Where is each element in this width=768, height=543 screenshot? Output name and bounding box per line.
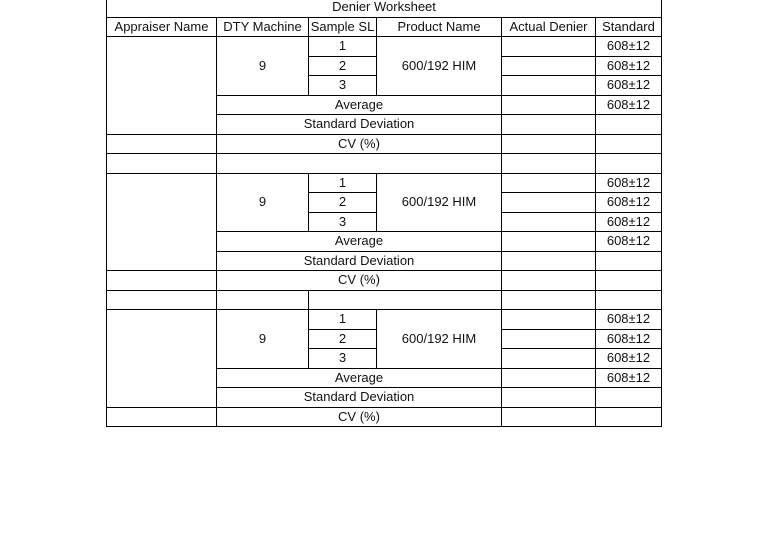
sample-sl-cell: 3 (309, 212, 377, 232)
actual-denier-cell[interactable] (502, 173, 596, 193)
product-name-cell: 600/192 HIM (377, 37, 502, 96)
average-label: Average (217, 95, 502, 115)
sample-row (107, 173, 662, 193)
sample-row (107, 310, 662, 330)
std-dev-standard-cell (596, 388, 662, 408)
spacer-cell (502, 154, 596, 174)
actual-denier-cell[interactable] (502, 56, 596, 76)
header-sample-sl: Sample SL (309, 17, 377, 37)
sample-sl-cell: 2 (309, 193, 377, 213)
std-dev-value-cell[interactable] (502, 251, 596, 271)
dty-machine-cell: 9 (217, 310, 309, 369)
standard-cell: 608±12 (596, 173, 662, 193)
spacer-row (107, 290, 662, 310)
cv-row (107, 271, 662, 291)
cv-label: CV (%) (217, 407, 502, 427)
sample-sl-cell: 2 (309, 56, 377, 76)
denier-worksheet-table (106, 0, 662, 427)
average-standard-cell: 608±12 (596, 95, 662, 115)
sample-sl-cell: 3 (309, 76, 377, 96)
cv-standard-cell (596, 134, 662, 154)
actual-denier-cell[interactable] (502, 349, 596, 369)
average-value-cell[interactable] (502, 232, 596, 252)
average-standard-cell: 608±12 (596, 368, 662, 388)
title-row (107, 0, 662, 17)
average-standard-cell: 608±12 (596, 232, 662, 252)
cv-row (107, 407, 662, 427)
product-name-cell: 600/192 HIM (377, 173, 502, 232)
header-dty-machine: DTY Machine (217, 17, 309, 37)
standard-cell: 608±12 (596, 349, 662, 369)
sample-sl-cell: 1 (309, 173, 377, 193)
spacer-cell (596, 154, 662, 174)
cv-blank-cell (107, 134, 217, 154)
cv-value-cell[interactable] (502, 407, 596, 427)
sample-sl-cell: 1 (309, 37, 377, 57)
sample-sl-cell: 3 (309, 349, 377, 369)
cv-blank-cell (107, 407, 217, 427)
cv-standard-cell (596, 271, 662, 291)
cv-standard-cell (596, 407, 662, 427)
actual-denier-cell[interactable] (502, 193, 596, 213)
standard-cell: 608±12 (596, 76, 662, 96)
dty-machine-cell: 9 (217, 173, 309, 232)
spacer-cell (596, 290, 662, 310)
cv-value-cell[interactable] (502, 271, 596, 291)
header-appraiser-name: Appraiser Name (107, 17, 217, 37)
std-dev-standard-cell (596, 115, 662, 135)
sample-row (107, 37, 662, 57)
product-name-cell: 600/192 HIM (377, 310, 502, 369)
worksheet-title: Denier Worksheet (107, 0, 662, 17)
spacer-cell (217, 290, 309, 310)
average-label: Average (217, 368, 502, 388)
cv-label: CV (%) (217, 271, 502, 291)
std-dev-label: Standard Deviation (217, 115, 502, 135)
dty-machine-cell: 9 (217, 37, 309, 96)
std-dev-standard-cell (596, 251, 662, 271)
spacer-cell (502, 290, 596, 310)
standard-cell: 608±12 (596, 212, 662, 232)
spacer-cell (107, 154, 217, 174)
spacer-row (107, 154, 662, 174)
header-row (107, 17, 662, 37)
std-dev-label: Standard Deviation (217, 251, 502, 271)
average-value-cell[interactable] (502, 95, 596, 115)
actual-denier-cell[interactable] (502, 212, 596, 232)
actual-denier-cell[interactable] (502, 76, 596, 96)
header-actual-denier: Actual Denier (502, 17, 596, 37)
standard-cell: 608±12 (596, 37, 662, 57)
standard-cell: 608±12 (596, 56, 662, 76)
appraiser-name-cell[interactable] (107, 173, 217, 271)
appraiser-name-cell[interactable] (107, 310, 217, 408)
average-value-cell[interactable] (502, 368, 596, 388)
standard-cell: 608±12 (596, 329, 662, 349)
sample-sl-cell: 2 (309, 329, 377, 349)
cv-label: CV (%) (217, 134, 502, 154)
actual-denier-cell[interactable] (502, 37, 596, 57)
cv-row (107, 134, 662, 154)
average-label: Average (217, 232, 502, 252)
appraiser-name-cell[interactable] (107, 37, 217, 135)
actual-denier-cell[interactable] (502, 329, 596, 349)
cv-value-cell[interactable] (502, 134, 596, 154)
header-standard: Standard (596, 17, 662, 37)
standard-cell: 608±12 (596, 193, 662, 213)
header-product-name: Product Name (377, 17, 502, 37)
spacer-cell (217, 154, 502, 174)
std-dev-label: Standard Deviation (217, 388, 502, 408)
cv-blank-cell (107, 271, 217, 291)
actual-denier-cell[interactable] (502, 310, 596, 330)
sample-sl-cell: 1 (309, 310, 377, 330)
spacer-cell (309, 290, 502, 310)
spacer-cell (107, 290, 217, 310)
std-dev-value-cell[interactable] (502, 388, 596, 408)
standard-cell: 608±12 (596, 310, 662, 330)
std-dev-value-cell[interactable] (502, 115, 596, 135)
